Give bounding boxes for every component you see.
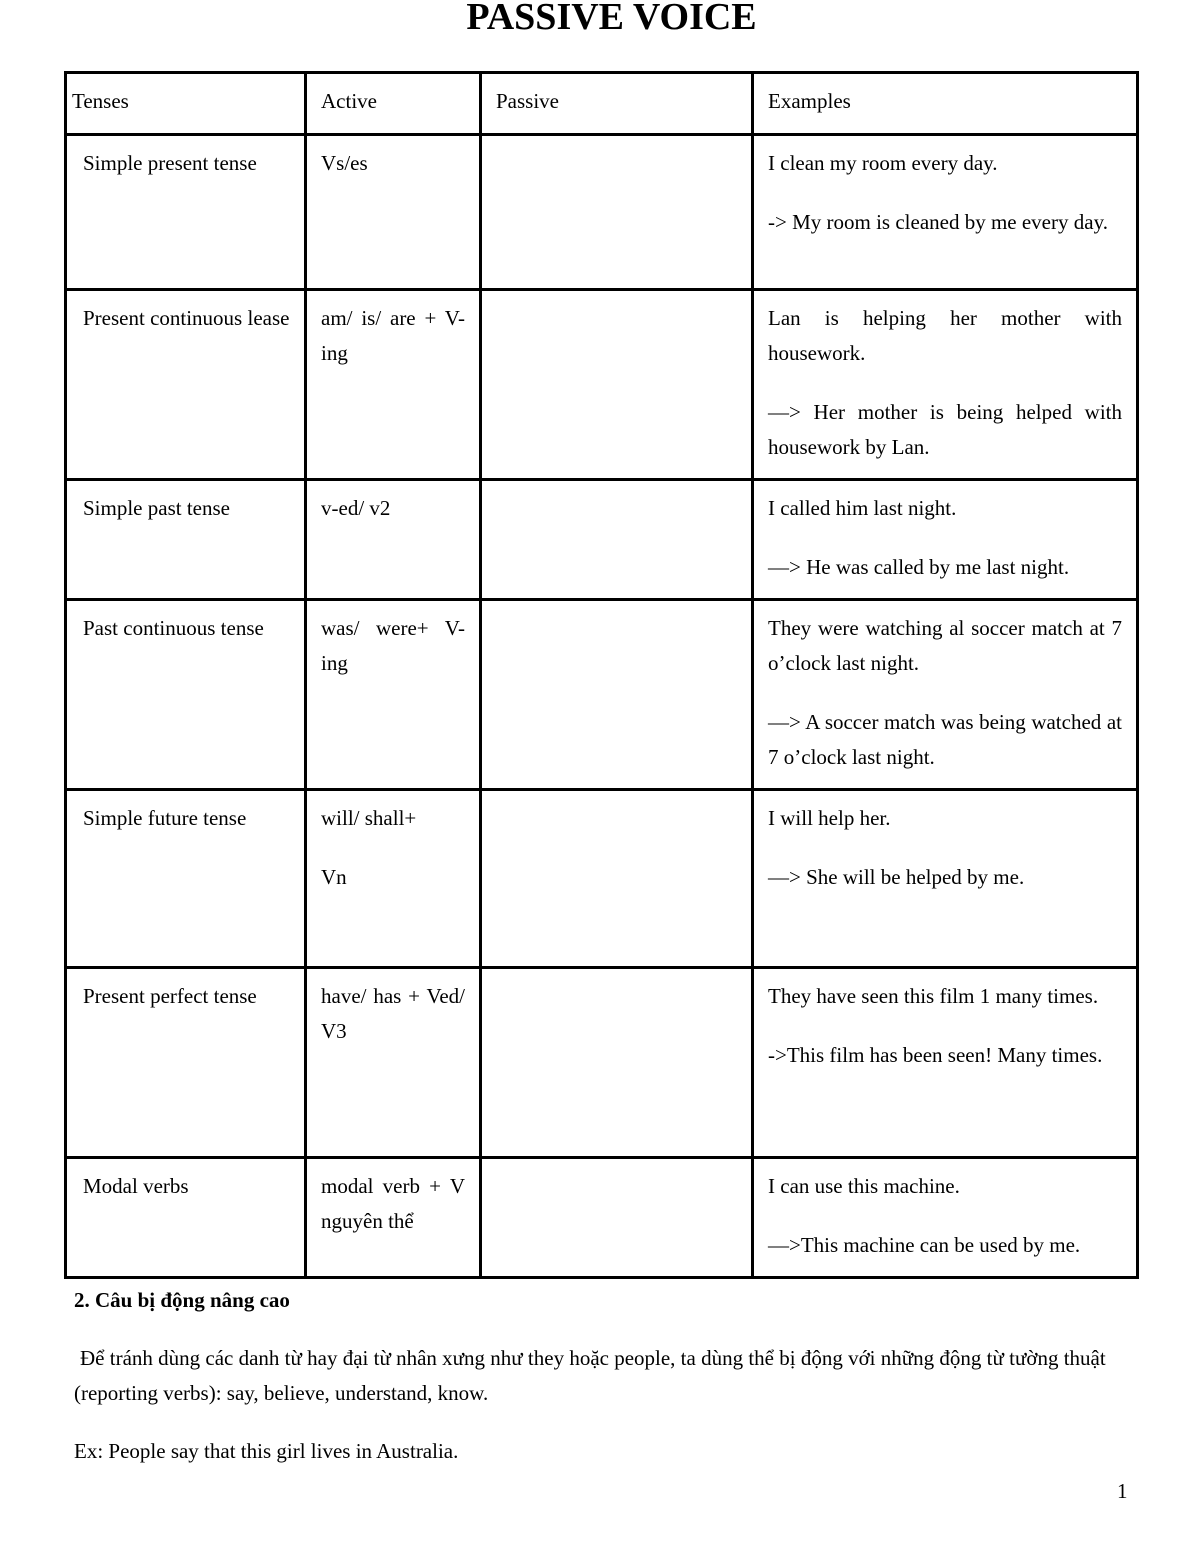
- table-row: [66, 600, 1138, 790]
- active-formula: v-ed/ v2: [321, 496, 391, 520]
- tense-cell: Modal verbs: [66, 1158, 306, 1278]
- passive-cell: [481, 968, 753, 1158]
- active-cell: [306, 135, 481, 290]
- active-cell: [306, 790, 481, 968]
- tense-cell: Simple future tense: [66, 790, 306, 968]
- passive-cell: [481, 600, 753, 790]
- header-passive: Passive: [481, 73, 753, 135]
- example-passive: —> He was called by me last night.: [768, 555, 1070, 579]
- example-passive: ->This film has been seen! Many times.: [768, 1043, 1103, 1067]
- example-active: They were watching al soccer match at 7 o’clock last night.: [768, 616, 1122, 675]
- tense-cell: Simple present tense: [66, 135, 306, 290]
- passive-cell: [481, 135, 753, 290]
- examples-cell: [753, 1158, 1138, 1278]
- tense-cell: Past continuous tense: [66, 600, 306, 790]
- table-row: [66, 480, 1138, 600]
- tense-cell: Present continuous lease: [66, 290, 306, 480]
- examples-cell: [753, 480, 1138, 600]
- active-cell: [306, 480, 481, 600]
- example-passive: —> She will be helped by me.: [768, 865, 1025, 889]
- page-title: PASSIVE VOICE: [466, 0, 757, 38]
- example-active: They have seen this film 1 many times.: [768, 984, 1099, 1008]
- passive-cell: [481, 1158, 753, 1278]
- table-row: [66, 135, 1138, 290]
- active-formula: will/ shall+: [321, 806, 417, 830]
- example-passive: —>This machine can be used by me.: [768, 1233, 1081, 1257]
- active-formula: was/ were+ V-ing: [321, 616, 465, 675]
- active-formula: Vs/es: [321, 151, 368, 175]
- section-paragraph: Để tránh dùng các danh từ hay đại từ nhân xưng như they hoặc people, ta dùng thể bị động với những động từ tường thuật (reporting verbs): say, believe, understand, know.: [74, 1346, 1106, 1405]
- table-header-row: [66, 73, 1138, 135]
- active-cell: [306, 290, 481, 480]
- example-active: I can use this machine.: [768, 1174, 960, 1198]
- active-cell: [306, 600, 481, 790]
- examples-cell: [753, 600, 1138, 790]
- active-formula: am/ is/ are + V- ing: [321, 306, 465, 365]
- table-row: [66, 790, 1138, 968]
- tense-cell: Simple past tense: [66, 480, 306, 600]
- example-passive: —> Her mother is being helped with housework by Lan.: [768, 400, 1122, 459]
- page-number: 1: [1117, 1479, 1128, 1503]
- table-row: [66, 1158, 1138, 1278]
- passive-cell: [481, 480, 753, 600]
- examples-cell: [753, 290, 1138, 480]
- passive-cell: [481, 790, 753, 968]
- tenses-table: [64, 71, 1139, 1279]
- examples-cell: [753, 135, 1138, 290]
- tense-cell: Present perfect tense: [66, 968, 306, 1158]
- section-example: Ex: People say that this girl lives in Australia.: [74, 1439, 459, 1463]
- example-active: I will help her.: [768, 806, 891, 830]
- table-row: [66, 290, 1138, 480]
- header-examples: Examples: [753, 73, 1138, 135]
- table-row: [66, 968, 1138, 1158]
- section-heading: 2. Câu bị động nâng cao: [74, 1288, 290, 1312]
- active-cell: [306, 968, 481, 1158]
- active-formula: modal verb + V nguyên thể: [321, 1174, 465, 1233]
- examples-cell: [753, 968, 1138, 1158]
- header-active: Active: [306, 73, 481, 135]
- active-formula: Vn: [321, 865, 347, 889]
- example-active: I clean my room every day.: [768, 151, 998, 175]
- example-active: Lan is helping her mother with housework.: [768, 306, 1122, 365]
- example-active: I called him last night.: [768, 496, 957, 520]
- active-formula: have/ has + Ved/ V3: [321, 984, 465, 1043]
- example-passive: -> My room is cleaned by me every day.: [768, 210, 1108, 234]
- passive-cell: [481, 290, 753, 480]
- active-cell: [306, 1158, 481, 1278]
- header-tenses: Tenses: [66, 73, 306, 135]
- example-passive: —> A soccer match was being watched at 7 o’clock last night.: [768, 710, 1122, 769]
- examples-cell: [753, 790, 1138, 968]
